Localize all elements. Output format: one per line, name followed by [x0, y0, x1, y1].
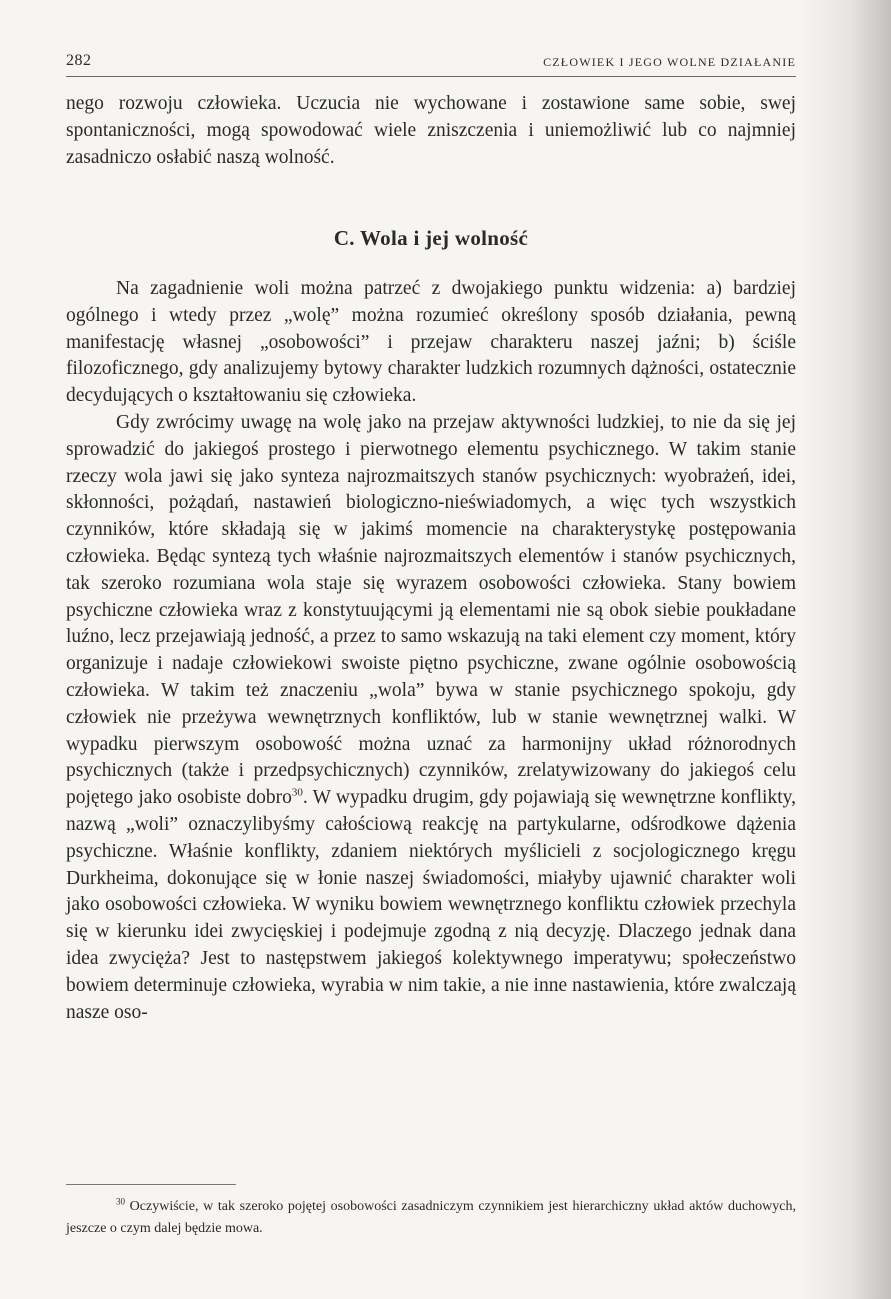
running-head: CZŁOWIEK I JEGO WOLNE DZIAŁANIE	[543, 55, 796, 69]
footnote-divider	[66, 1184, 236, 1185]
paragraph-2-part-1: Gdy zwrócimy uwagę na wolę jako na przejaw aktywności ludzkiej, to nie da się jej sprowadzić do jakiegoś prostego i pierwotnego elementu psychicznego. W takim stanie rzeczy wola jawi się jako synteza najrozmaitszych stanów psychicznych: wyobrażeń, idei, skłonności, pożądań, nastawień biologiczno-nieświadomych, a więc tych wszystkich czynników, które składają się w jakimś momencie na charakterystykę postępowania człowieka. Będąc syntezą tych właśnie najrozmaitszych elementów i stanów psychicznych, tak szeroko rozumiana wola staje się wyrazem osobowości człowieka. Stany bowiem psychiczne człowieka wraz z konstytuującymi ją elementami nie są obok siebie poukładane luźno, lecz przejawiają jedność, a przez to samo wskazują na taki element czy moment, który organizuje i nadaje człowiekowi swoiste piętno psychiczne, zwane ogólnie osobowością człowieka. W takim też znaczeniu „wola” bywa w stanie psychicznego spokoju, gdy człowiek nie przeżywa wewnętrznych konfliktów, lub w stanie wewnętrznej walki. W wypadku pierwszym osobowość można uznać za harmonijny układ różnorodnych psychicznych (także i przedpsychicznych) czynników, zrelatywizowany do jakiegoś celu pojętego jako osobiste dobro	[66, 411, 796, 809]
page-edge-shadow	[801, 0, 891, 1299]
footnote-reference: 30	[291, 786, 303, 799]
main-text	[66, 276, 796, 1026]
paragraph-2	[66, 410, 796, 1026]
intro-paragraph: nego rozwoju człowieka. Uczucia nie wychowane i zostawione same sobie, swej spontaniczności, mogą spowodować wiele zniszczenia i uniemożliwić lub co najmniej zasadniczo osłabić naszą wolność.	[66, 93, 796, 168]
section-heading: C. Wola i jej wolność	[333, 226, 529, 250]
footnote-text: Oczywiście, w tak szeroko pojętej osobowości zasadniczym czynnikiem jest hierarchiczny układ aktów duchowych, jeszcze o czym dalej będzie mowa.	[66, 1199, 797, 1236]
page-number: 282	[66, 52, 92, 69]
paragraph-1: Na zagadnienie woli można patrzeć z dwojakiego punktu widzenia: a) bardziej ogólnego i wtedy przez „wolę” można rozumieć określony sposób działania, pewną manifestację własnej „osobowości” i przejaw charakteru naszej jaźni; b) ściśle filozoficznego, gdy analizujemy bytowy charakter ludzkich rozumnych dążności, ostatecznie decydujących o kształtowaniu się człowieka.	[66, 278, 796, 407]
footnote	[66, 1196, 796, 1240]
footnote-marker: 30	[116, 1196, 125, 1207]
paragraph-2-part-2: . W wypadku drugim, gdy pojawiają się wewnętrzne konflikty, nazwą „woli” oznaczylibyśmy całościową reakcję na partykularne, odśrodkowe dążenia psychiczne. Właśnie konflikty, zdaniem niektórych myślicieli z socjologicznego kręgu Durkheima, dokonujące się w łonie naszej świadomości, miałyby ujawnić charakter woli jako osobowości człowieka. W wyniku bowiem wewnętrznego konfliktu człowiek przechyla się w kierunku idei zwycięskiej i podejmuje zgodną z nią decyzję. Dlaczego jednak dana idea zwycięża? Jest to następstwem jakiegoś kolektywnego imperatywu; społeczeństwo bowiem determinuje człowieka, wyrabia w nim takie, a nie inne nastawienia, które zwalczają nasze oso-	[66, 787, 796, 1023]
intro-text	[66, 91, 796, 171]
page-header	[66, 50, 796, 77]
